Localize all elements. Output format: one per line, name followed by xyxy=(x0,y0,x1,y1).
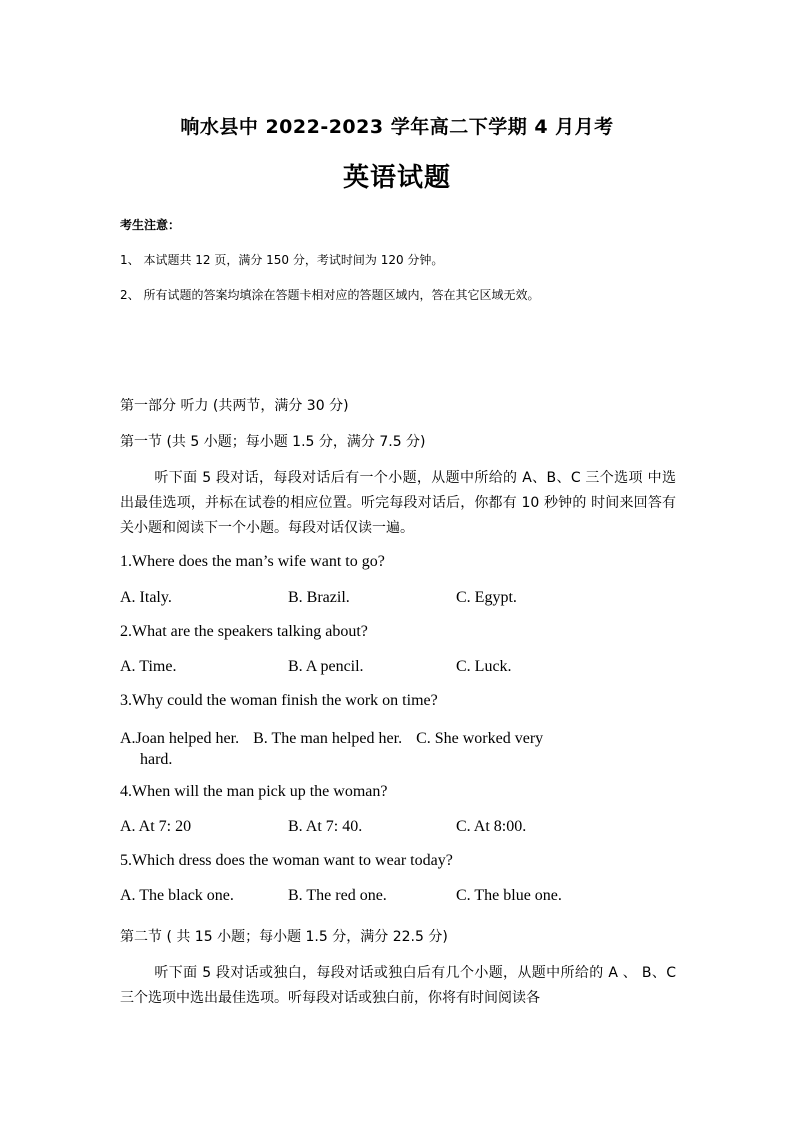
section2-instructions-text: 听下面 5 段对话或独白，每段对话或独白后有几个小题，从题中所给的 A 、 B、C 三个选项中选出最佳选项。听每段对话或独白前，你将有时间阅读各 xyxy=(120,965,676,1006)
option-c: C. The blue one. xyxy=(456,887,562,904)
option-a: A. Italy. xyxy=(120,589,172,606)
option-c: C. Egypt. xyxy=(456,589,517,606)
question-1-options xyxy=(120,589,680,611)
question-3-options xyxy=(120,728,665,770)
option-c-continued: hard. xyxy=(140,751,173,768)
question-3: 3.Why could the woman finish the work on time? xyxy=(120,692,438,709)
option-a: A. At 7: 20 xyxy=(120,818,192,835)
notice-heading: 考生注意： xyxy=(120,218,181,232)
exam-subject: 英语试题 xyxy=(342,163,451,193)
question-2: 2.What are the speakers talking about? xyxy=(120,623,368,640)
question-5: 5.Which dress does the woman want to wear today? xyxy=(120,852,453,869)
option-a: A. The black one. xyxy=(120,887,234,904)
section1-heading: 第一节 (共 5 小题；每小题 1.5 分，满分 7.5 分) xyxy=(120,434,426,450)
option-b: B. Brazil. xyxy=(288,589,350,606)
option-b: B. At 7: 40. xyxy=(288,818,363,835)
option-c: C. She worked very xyxy=(416,730,544,747)
section2-heading: 第二节 ( 共 15 小题；每小题 1.5 分，满分 22.5 分) xyxy=(120,929,448,945)
section1-instructions xyxy=(120,466,676,541)
part1-heading: 第一部分 听力 (共两节，满分 30 分) xyxy=(120,398,349,414)
notice-item-1: 1、 本试题共 12 页，满分 150 分，考试时间为 120 分钟。 xyxy=(120,253,444,267)
question-4: 4.When will the man pick up the woman? xyxy=(120,783,388,800)
option-c: C. At 8:00. xyxy=(456,818,527,835)
section1-instructions-text: 听下面 5 段对话，每段对话后有一个小题，从题中所给的 A、B、C 三个选项 中选出最佳选项，并标在试卷的相应位置。听完每段对话后，你都有 10 秒钟的 时间来回答有关小题和阅读下一个小题。每段对话仅读一遍。 xyxy=(120,470,676,536)
question-1: 1.Where does the man’s wife want to go? xyxy=(120,553,385,570)
section2-instructions xyxy=(120,961,676,1011)
option-b: B. A pencil. xyxy=(288,658,364,675)
option-a: A. Time. xyxy=(120,658,177,675)
option-b: B. The red one. xyxy=(288,887,387,904)
notice-item-2: 2、 所有试题的答案均填涂在答题卡相对应的答题区域内，答在其它区域无效。 xyxy=(120,288,540,302)
question-2-options xyxy=(120,658,680,680)
question-4-options xyxy=(120,818,680,840)
option-b: B. The man helped her. xyxy=(253,730,403,747)
question-5-options xyxy=(120,887,680,909)
option-a: A.Joan helped her. xyxy=(120,730,240,747)
exam-title: 响水县中 2022-2023 学年高二下学期 4 月月考 xyxy=(180,116,614,138)
option-c: C. Luck. xyxy=(456,658,512,675)
